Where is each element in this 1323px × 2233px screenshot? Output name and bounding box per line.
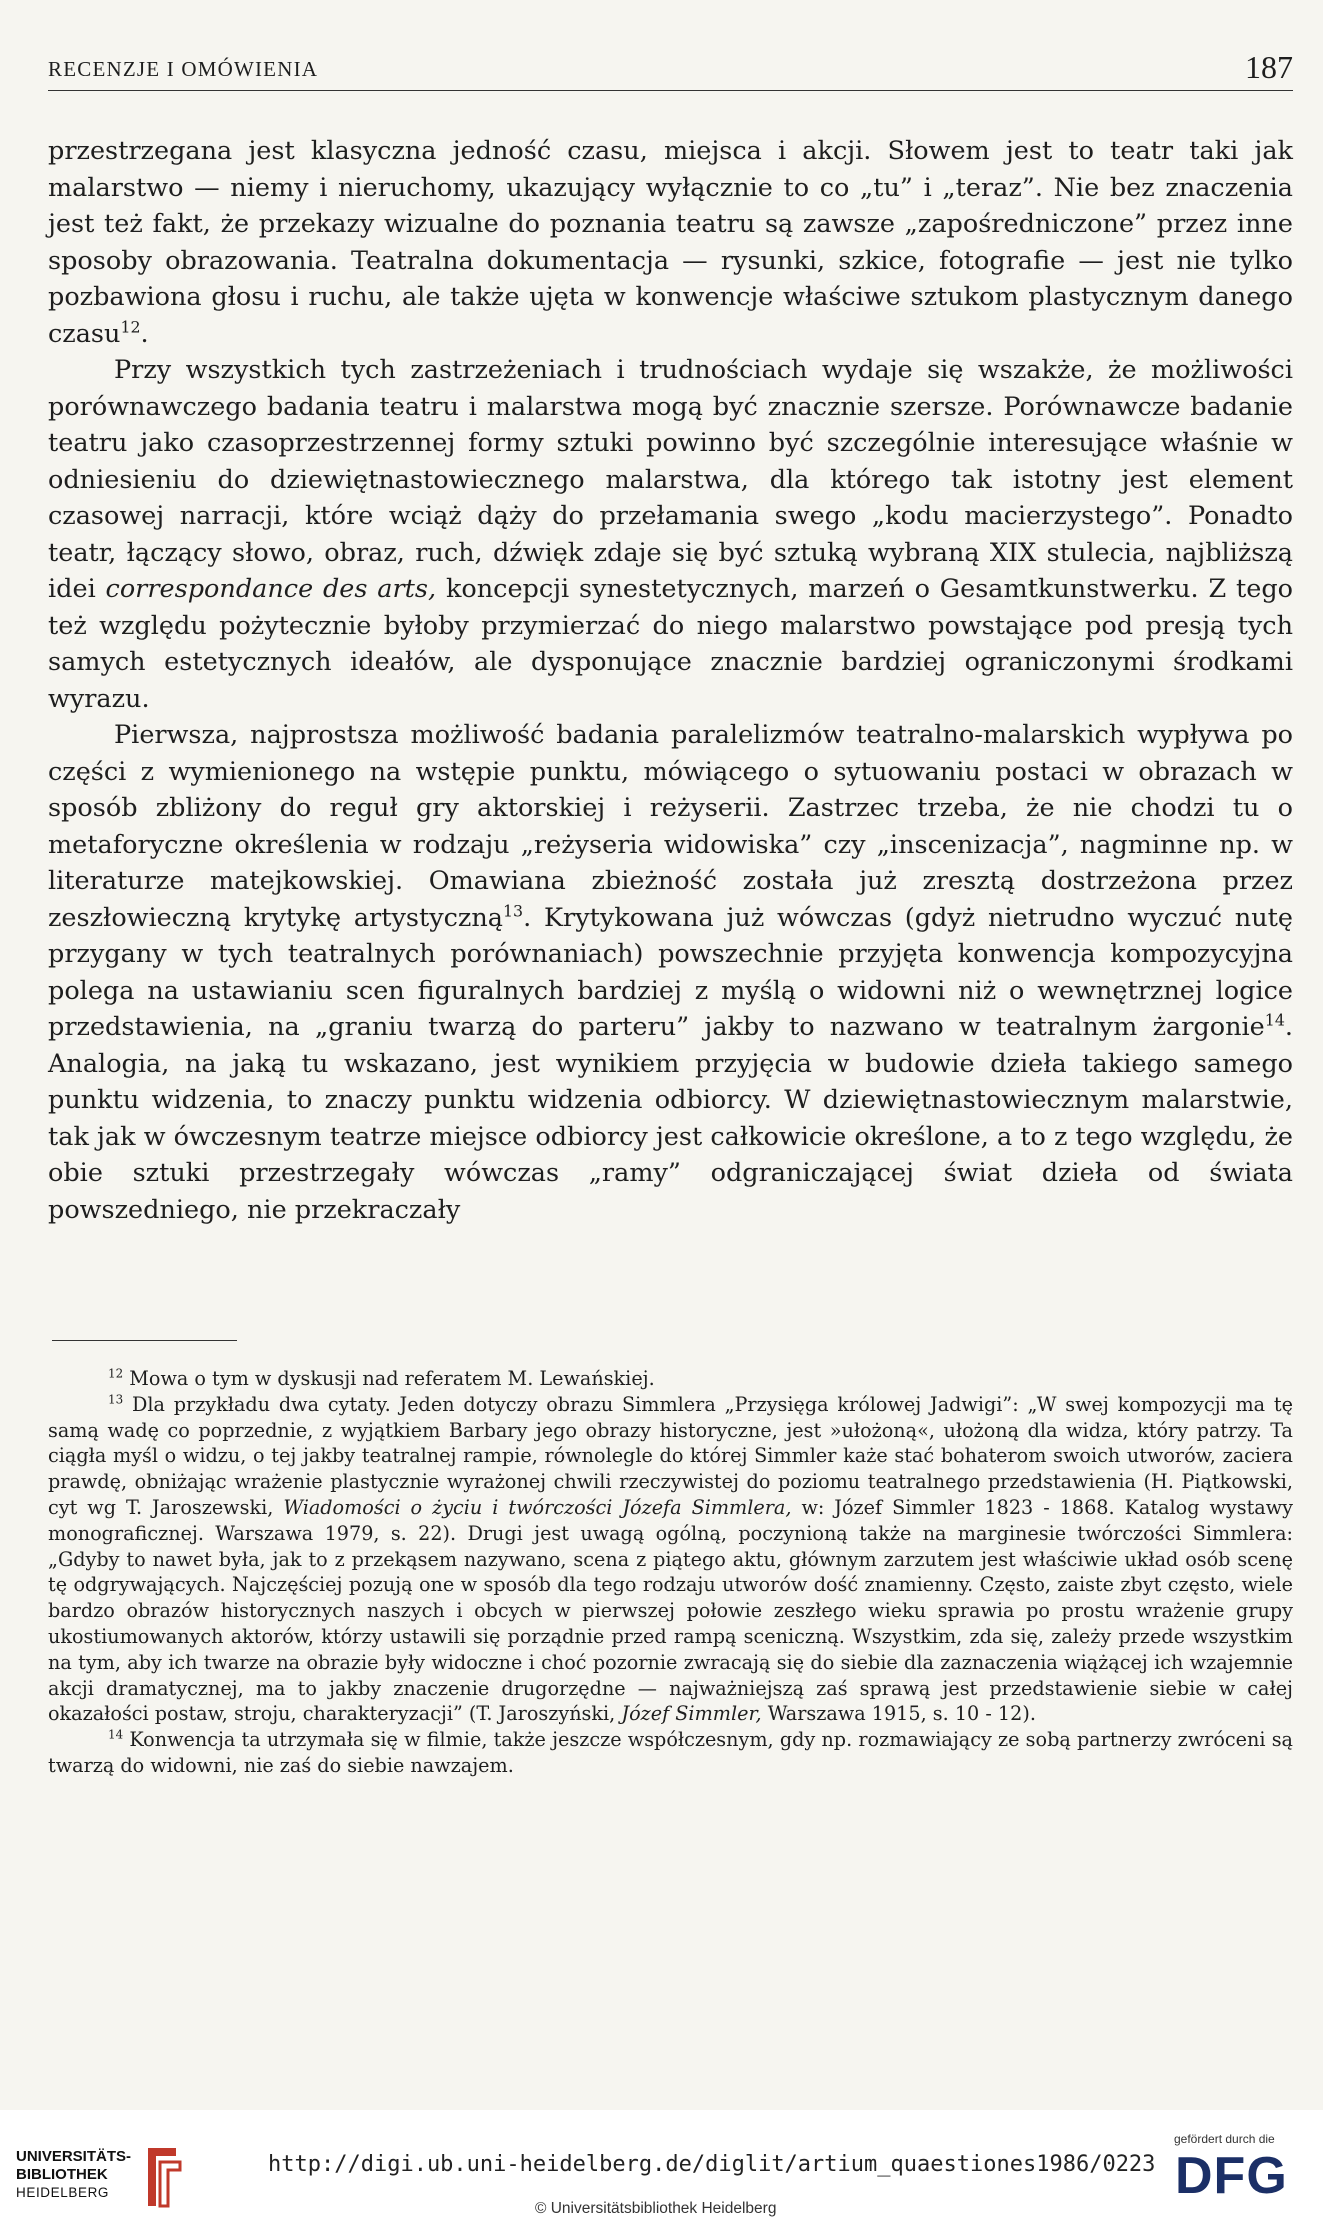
running-title: RECENZJE I OMÓWIENIA <box>48 57 319 81</box>
main-text <box>48 133 1293 1228</box>
footnote-13-text-c: Warszawa 1915, s. 10 - 12). <box>767 1702 1036 1726</box>
copyright-notice: © Universitätsbibliothek Heidelberg <box>535 2200 777 2217</box>
paragraph-3-text: Pierwsza, najprostsza możliwość badania paralelizmów teatralno-malarskich wypływa po części z wymienionego na wstępie punktu, mówiącego o sytuowaniu postaci w obrazach w sposób zbliżony do reguł gry aktorskiej i reżyserii. Zastrzec trzeba, że nie chodzi tu o metaforyczne określenia w rodzaju „reżyseria widowiska” czy „inscenizacja”, nagminne np. w literaturze matejkowskiej. Omawiana zbieżność została już zresztą dostrzeżona przez zeszłowieczną krytykę artystyczną <box>48 720 1293 933</box>
footnote-ref-13[interactable]: 13 <box>502 901 524 920</box>
footnote-ref-12[interactable]: 12 <box>120 317 141 336</box>
paragraph-1-text: przestrzegana jest klasyczna jedność czasu, miejsca i akcji. Słowem jest to teatr taki jak malarstwo — niemy i nieruchomy, ukazujący wyłącznie to co „tu” i „teraz”. Nie bez znaczenia jest też fakt, że przekazy wizualne do poznania teatru są zawsze „zapośredniczone” przez inne sposoby obrazowania. Teatralna dokumentacja — rysunki, szkice, fotografie — jest nie tylko pozbawiona głosu i ruchu, ale także ujęta w konwencje właściwe sztukom plastycznym danego czasu <box>48 136 1293 349</box>
footnote-13-text-b: w: Józef Simmler 1823 - 1868. Katalog wystawy monograficznej. Warszawa 1979, s. 22). Drugi jest uwagą ogólną, poczynioną także na marginesie twórczości Simmlera: „Gdyby to nawet była, jak to z przekąsem nazywano, scena z piątego aktu, głównym zarzutem jest właściwie układ osób scenę tę odgrywających. Najczęściej pozują one w sposób dla tego rodzaju utworów dość znamienny. Często, zaiste zbyt często, wiele bardzo obrazów historycznych naszych i obcych w pierwszej połowie zeszłego wieku sprawia po prostu wrażenie grupy ukostiumowanych aktorów, którzy ustawili się porządnie przed rampą sceniczną. Wszystkim, zda się, zależy przede wszystkim na tym, aby ich twarze na obrazie były widoczne i choć pozornie zwracają się do siebie dla zaznaczenia wiążącej ich wzajemnie akcji dramatycznej, ma to jakby znaczenie drugorzędne — najważniejszą zaś sprawą jest przedstawienie siebie w całej okazałości postaw, stroju, charakteryzacji” (T. Jaroszyński, <box>48 1495 1293 1726</box>
paragraph-3 <box>48 717 1293 1228</box>
footnote-13-mark: 13 <box>108 1392 124 1407</box>
footnote-12-text: Mowa o tym w dyskusji nad referatem M. Lewańskiej. <box>129 1367 655 1390</box>
paragraph-1 <box>48 133 1293 352</box>
footnote-13-text-a: Dla przykładu dwa cytaty. Jeden dotyczy obrazu Simmlera „Przysięga królowej Jadwigi”: „W swej kompozycji ma tę samą wadę co poprzednie, z wyjątkiem Barbary jego obrazy historyczne, jest »ułożoną«, ułożoną dla widza, który patrzy. Ta ciągła myśl o widzu, o tej jakby teatralnej rampie, równolegle do której Simmler każe stać bohaterom swoich utworów, zaciera prawdę, obniżając wrażenie plastycznie wyrażonej chwili rzeczywistej do poziomu teatralnego przedstawienia (H. Piątkowski, cyt wg T. Jaroszewski, <box>48 1392 1293 1519</box>
paragraph-2-text: Przy wszystkich tych zastrzeżeniach i trudnościach wydaje się wszakże, że możliwości porównawczego badania teatru i malarstwa mogą być znacznie szersze. Porównawcze badanie teatru jako czasoprzestrzennej formy sztuki powinno być szczególnie interesujące właśnie w odniesieniu do dziewiętnastowiecznego malarstwa, dla którego tak istotny jest element czasowej narracji, które wciąż dąży do przełamania swego „kodu macierzystego”. Ponadto teatr, łączący słowo, obraz, ruch, dźwięk zdaje się być sztuką wybraną XIX stulecia, najbliższą idei <box>48 355 1293 604</box>
funding-caption: gefördert durch die <box>1174 2132 1275 2146</box>
paragraph-1-end: . <box>140 318 149 349</box>
footnote-12-mark: 12 <box>108 1366 124 1381</box>
library-emblem-icon <box>140 2144 184 2210</box>
paragraph-2-italic: correspondance des arts, <box>105 574 437 604</box>
library-name-line-3: HEIDELBERG <box>16 2185 110 2200</box>
running-header <box>48 50 1293 91</box>
footnote-14-text: Konwencja ta utrzymała się w filmie, także jeszcze współczesnym, gdy np. rozmawiający ze sobą partnerzy zwróceni są twarzą do widowni, nie zaś do siebie nawzajem. <box>48 1728 1293 1777</box>
footnote-13 <box>48 1392 1293 1727</box>
footnotes <box>48 1366 1293 1779</box>
footnote-14 <box>48 1727 1293 1779</box>
paragraph-3-mid: . Krytykowana już wówczas (gdyż nietrudno wyczuć nutę przygany w tych teatralnych porównaniach) powszechnie przyjęta konwencja kompozycyjna polega na ustawianiu scen figuralnych bardziej z myślą o widowni niż o wewnętrznej logice przedstawienia, na „graniu twarzą do parteru” jakby to nazwano w teatralnym żargonie <box>48 902 1293 1042</box>
library-name-line-1: UNIVERSITÄTS- <box>16 2148 132 2165</box>
digitization-footer <box>0 2110 1323 2233</box>
footnote-divider <box>52 1340 237 1341</box>
paragraph-2 <box>48 352 1293 717</box>
page-number: 187 <box>1245 49 1293 85</box>
footnote-13-title-2: Józef Simmler, <box>621 1702 762 1726</box>
permalink-url[interactable]: http://digi.ub.uni-heidelberg.de/diglit/artium_quaestiones1986/0223 <box>268 2152 1156 2177</box>
paragraph-2-rest: koncepcji synestetycznych, marzeń o Gesamtkunstwerku. Z tego też względu pożytecznie byłoby przymierzać do niego malarstwo powstające pod presją tych samych estetycznych ideałów, ale dysponujące znacznie bardziej ograniczonymi środkami wyrazu. <box>48 574 1294 714</box>
footnote-14-mark: 14 <box>108 1727 124 1742</box>
footnote-13-title-1: Wiadomości o życiu i twórczości Józefa Simmlera, <box>283 1495 792 1519</box>
library-logo[interactable] <box>16 2148 131 2202</box>
footnote-12 <box>48 1366 1293 1392</box>
library-name-line-2: BIBLIOTHEK <box>16 2166 108 2183</box>
dfg-logo[interactable]: DFG <box>1175 2147 1288 2205</box>
footnote-ref-14[interactable]: 14 <box>1264 1010 1285 1030</box>
paragraph-3-end: . Analogia, na jaką tu wskazano, jest wynikiem przyjęcia w budowie dzieła takiego samego punktu widzenia, to znaczy punktu widzenia odbiorcy. W dziewiętnastowiecznym malarstwie, tak jak w ówczesnym teatrze miejsce odbiorcy jest całkowicie określone, a to z tego względu, że obie sztuki przestrzegały wówczas „ramy” odgraniczającej świat dzieła od świata powszedniego, nie przekraczały <box>48 1012 1293 1225</box>
